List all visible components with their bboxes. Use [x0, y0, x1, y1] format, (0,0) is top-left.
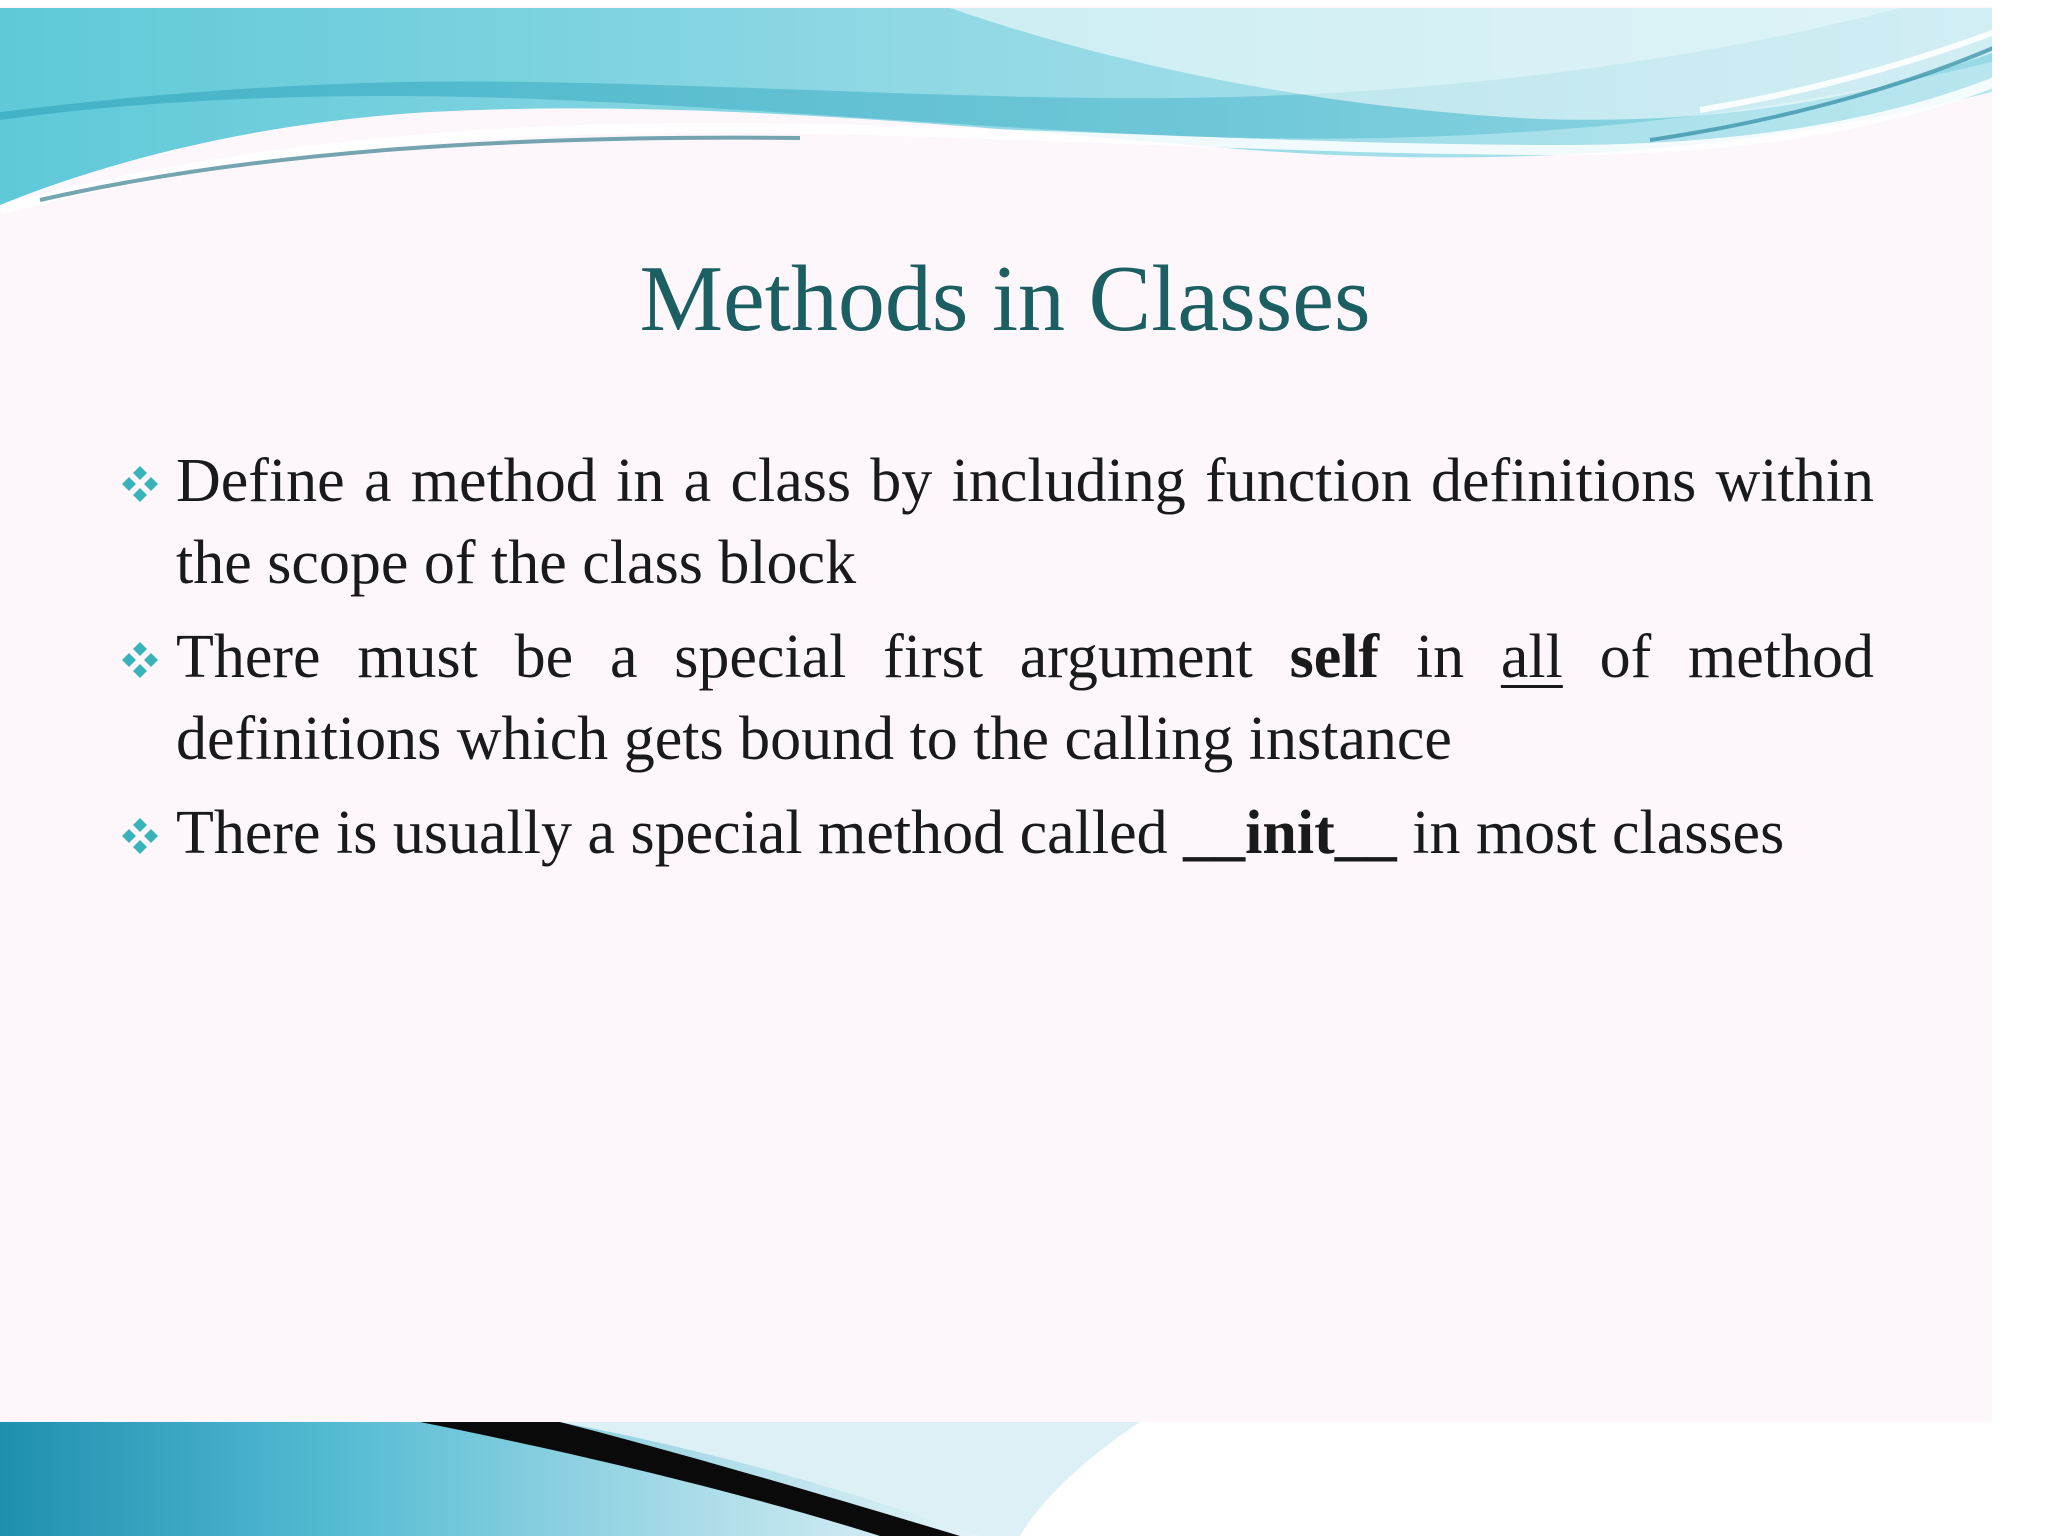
bullet-text: There is usually a special method called [176, 799, 1184, 867]
bullet-text: in [1379, 623, 1501, 691]
bullet-text: There must be a special first argument [176, 623, 1290, 691]
bullet-item [118, 440, 1874, 604]
slide-title: Methods in Classes [639, 247, 1371, 351]
all-underlined-word: all [1500, 623, 1563, 691]
bullet-list [118, 440, 1874, 886]
self-keyword: self [1289, 623, 1380, 691]
bullet-text: in most classes [1396, 799, 1785, 867]
bullet-item [118, 792, 1874, 874]
bullet-text: Define a method in a class by including function definitions within the scope of the class block [176, 447, 1874, 597]
bullet-text: of method definitions which gets bound to the calling instance [176, 623, 1874, 773]
bottom-band-decoration [0, 1422, 2048, 1536]
top-wave-decoration [0, 0, 2048, 240]
bullet-item [118, 616, 1874, 780]
four-diamond-icon [120, 640, 160, 680]
init-keyword: __init__ [1183, 799, 1397, 867]
four-diamond-icon [120, 464, 160, 504]
four-diamond-icon [120, 816, 160, 856]
